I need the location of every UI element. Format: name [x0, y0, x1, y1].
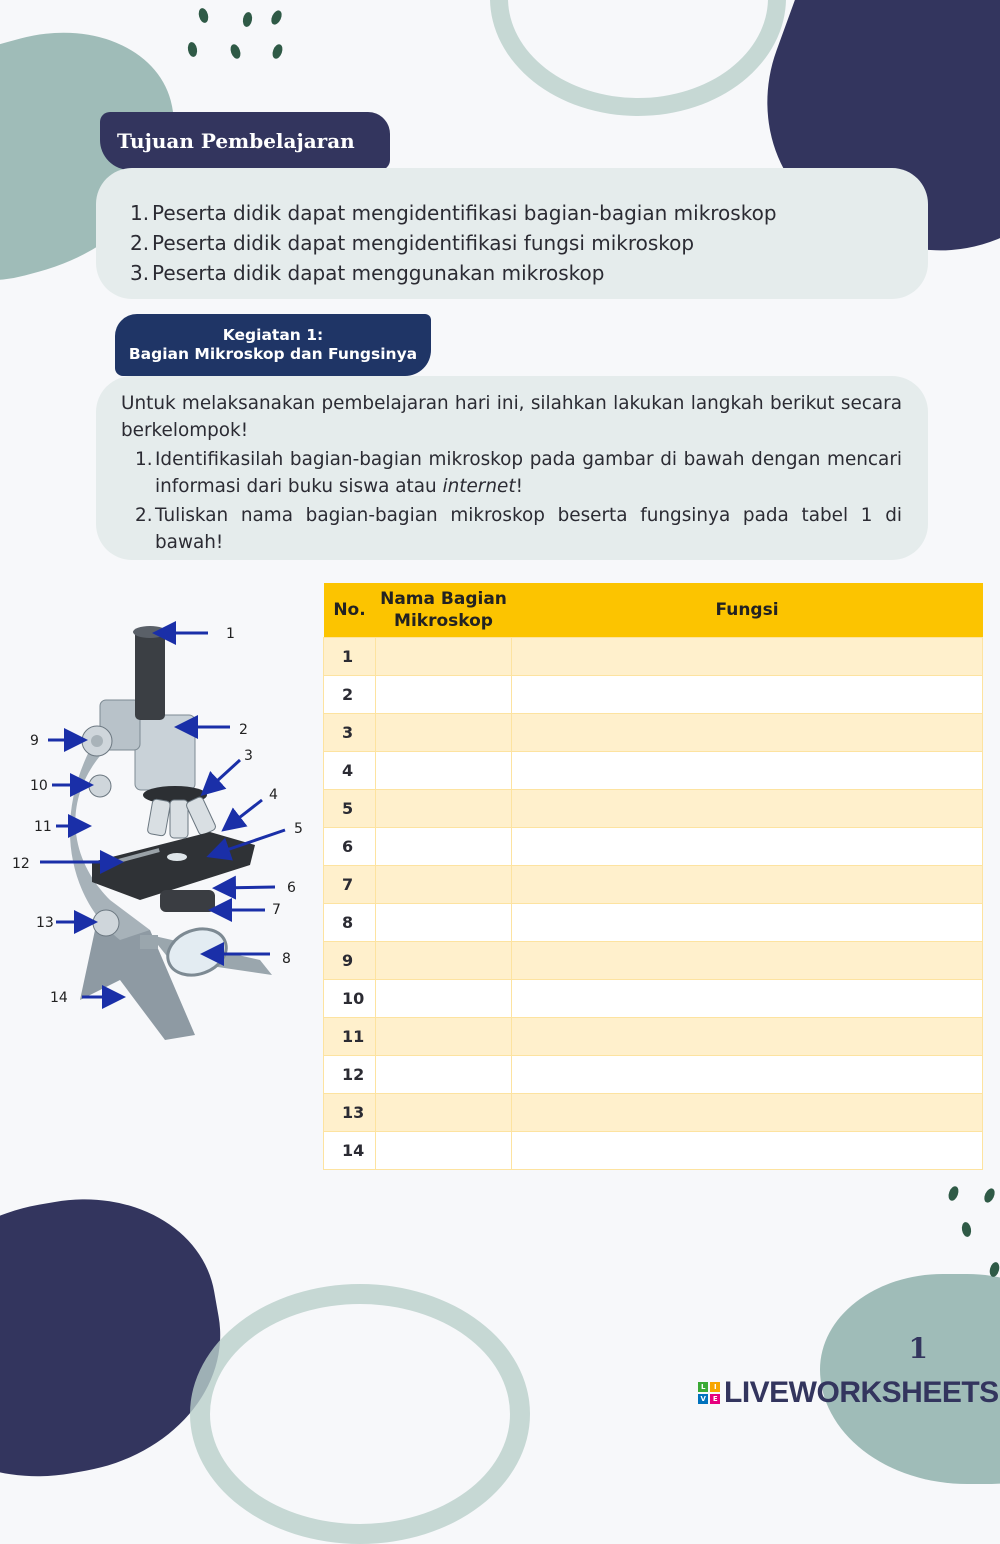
part-name-cell[interactable]	[376, 866, 512, 904]
decor-dot	[197, 7, 210, 24]
part-name-cell[interactable]	[376, 1018, 512, 1056]
goal-number: 1.	[130, 201, 150, 225]
goal-text: Peserta didik dapat menggunakan mikroskop	[152, 261, 605, 285]
part-label-7: 7	[272, 902, 281, 918]
function-cell[interactable]	[512, 1018, 983, 1056]
brand-logo-square: V	[698, 1394, 708, 1404]
function-cell[interactable]	[512, 980, 983, 1018]
function-cell[interactable]	[512, 942, 983, 980]
row-number: 10	[324, 980, 376, 1018]
function-cell[interactable]	[512, 676, 983, 714]
part-label-11: 11	[34, 819, 52, 835]
microscope-stage	[92, 832, 255, 900]
pointer-arrow	[205, 760, 240, 792]
row-number: 1	[324, 638, 376, 676]
table-row	[324, 1056, 983, 1094]
header-part-name	[376, 583, 512, 638]
brand-logo-square: E	[710, 1394, 720, 1404]
microscope-eyepiece	[135, 630, 165, 720]
header-part-name-line: Mikroskop	[394, 611, 493, 631]
part-label-2: 2	[239, 722, 248, 738]
decor-dot	[271, 43, 285, 60]
decor-dot	[187, 41, 198, 57]
step-text	[155, 446, 902, 500]
pointer-arrow	[218, 887, 275, 888]
instructions-card	[96, 376, 928, 560]
table-row	[324, 676, 983, 714]
part-label-6: 6	[287, 880, 296, 896]
page-title: Tujuan Pembelajaran	[117, 129, 355, 153]
table-row	[324, 828, 983, 866]
list-item	[135, 446, 902, 500]
part-name-cell[interactable]	[376, 980, 512, 1018]
decor-dot	[269, 9, 283, 26]
decor-dot	[982, 1187, 996, 1204]
activity-title: Bagian Mikroskop dan Fungsinya	[128, 345, 418, 363]
header-no: No.	[324, 583, 376, 638]
function-cell[interactable]	[512, 1056, 983, 1094]
list-item	[135, 502, 902, 556]
row-number: 13	[324, 1094, 376, 1132]
function-cell[interactable]	[512, 904, 983, 942]
activity-number: Kegiatan 1:	[222, 326, 324, 344]
microscope-knob-center	[91, 735, 103, 747]
function-cell[interactable]	[512, 1094, 983, 1132]
pointer-arrow	[226, 800, 262, 828]
function-cell[interactable]	[512, 828, 983, 866]
table-row	[324, 980, 983, 1018]
learning-goals-card	[96, 168, 928, 299]
row-number: 9	[324, 942, 376, 980]
decor-ring	[190, 1284, 530, 1544]
part-name-cell[interactable]	[376, 1094, 512, 1132]
part-name-cell[interactable]	[376, 828, 512, 866]
function-cell[interactable]	[512, 638, 983, 676]
part-name-cell[interactable]	[376, 1132, 512, 1170]
microscope-mirror-holder	[140, 935, 158, 949]
row-number: 6	[324, 828, 376, 866]
row-number: 2	[324, 676, 376, 714]
row-number: 7	[324, 866, 376, 904]
header-part-name-line: Nama Bagian	[380, 589, 507, 609]
microscope-knob	[89, 775, 111, 797]
step-text-emphasis: internet	[442, 476, 516, 497]
part-label-14: 14	[50, 990, 68, 1006]
row-number: 14	[324, 1132, 376, 1170]
part-name-cell[interactable]	[376, 638, 512, 676]
step-number: 1.	[135, 449, 153, 470]
page-number: 1	[908, 1332, 928, 1365]
table-row	[324, 942, 983, 980]
microscope-objective	[185, 796, 217, 836]
function-cell[interactable]	[512, 790, 983, 828]
goal-number: 2.	[130, 231, 150, 255]
brand-logo-square: L	[698, 1382, 708, 1392]
table-row	[324, 1094, 983, 1132]
step-number: 2.	[135, 505, 153, 526]
decor-dot	[229, 43, 243, 60]
list-item	[130, 258, 928, 288]
part-name-cell[interactable]	[376, 752, 512, 790]
table-row	[324, 752, 983, 790]
step-text: Tuliskan nama bagian-bagian mikroskop beserta fungsinya pada tabel 1 di bawah!	[155, 505, 902, 553]
part-label-5: 5	[294, 821, 303, 837]
header-function: Fungsi	[512, 583, 983, 638]
activity-banner	[115, 314, 431, 376]
row-number: 12	[324, 1056, 376, 1094]
goals-list	[96, 168, 928, 288]
microscope-diagram	[0, 600, 320, 1060]
row-number: 5	[324, 790, 376, 828]
part-name-cell[interactable]	[376, 676, 512, 714]
goal-text: Peserta didik dapat mengidentifikasi fungsi mikroskop	[152, 231, 695, 255]
table-row	[324, 714, 983, 752]
list-item	[130, 198, 928, 228]
step-text-part: Identifikasilah bagian-bagian mikroskop pada gambar di bawah dengan mencari informasi dari buku siswa atau	[155, 449, 902, 497]
learning-goals-banner	[100, 112, 390, 170]
table-row	[324, 1132, 983, 1170]
goal-number: 3.	[130, 261, 150, 285]
part-label-12: 12	[12, 856, 30, 872]
decor-dot	[947, 1185, 961, 1202]
table-row	[324, 638, 983, 676]
part-label-13: 13	[36, 915, 54, 931]
brand-logo-square: I	[710, 1382, 720, 1392]
row-number: 11	[324, 1018, 376, 1056]
function-cell[interactable]	[512, 866, 983, 904]
part-name-cell[interactable]	[376, 714, 512, 752]
row-number: 8	[324, 904, 376, 942]
decor-ring	[490, 0, 786, 116]
part-label-4: 4	[269, 787, 278, 803]
microscope-condenser	[160, 890, 215, 912]
table-row	[324, 866, 983, 904]
part-label-1: 1	[226, 626, 235, 642]
part-label-8: 8	[282, 951, 291, 967]
part-label-9: 9	[30, 733, 39, 749]
decor-dot	[242, 11, 253, 27]
row-number: 3	[324, 714, 376, 752]
steps-list	[121, 446, 902, 556]
goal-text: Peserta didik dapat mengidentifikasi bagian-bagian mikroskop	[152, 201, 777, 225]
microscope-knob	[93, 910, 119, 936]
instructions-intro: Untuk melaksanakan pembelajaran hari ini, silahkan lakukan langkah berikut secara berkelompok!	[121, 393, 902, 441]
microscope-objective	[170, 800, 188, 838]
step-text-part: !	[515, 476, 523, 497]
function-cell[interactable]	[512, 752, 983, 790]
part-name-cell[interactable]	[376, 1056, 512, 1094]
function-cell[interactable]	[512, 714, 983, 752]
brand-name: LIVEWORKSHEETS	[724, 1376, 999, 1409]
microscope-stage-hole	[167, 853, 187, 861]
decor-dot	[961, 1221, 972, 1237]
table-row	[324, 790, 983, 828]
table-header-row	[324, 583, 983, 638]
parts-table	[323, 583, 983, 1170]
table-row	[324, 904, 983, 942]
brand-logo	[698, 1376, 999, 1410]
part-label-10: 10	[30, 778, 48, 794]
part-name-cell[interactable]	[376, 942, 512, 980]
microscope-objective	[147, 799, 171, 837]
brand-logo-icon	[698, 1382, 720, 1404]
table-body	[324, 638, 983, 1170]
table-row	[324, 1018, 983, 1056]
part-name-cell[interactable]	[376, 904, 512, 942]
part-label-3: 3	[244, 748, 253, 764]
list-item	[130, 228, 928, 258]
function-cell[interactable]	[512, 1132, 983, 1170]
row-number: 4	[324, 752, 376, 790]
part-name-cell[interactable]	[376, 790, 512, 828]
decor-dot	[988, 1261, 1000, 1278]
microscope-mirror	[161, 921, 232, 983]
